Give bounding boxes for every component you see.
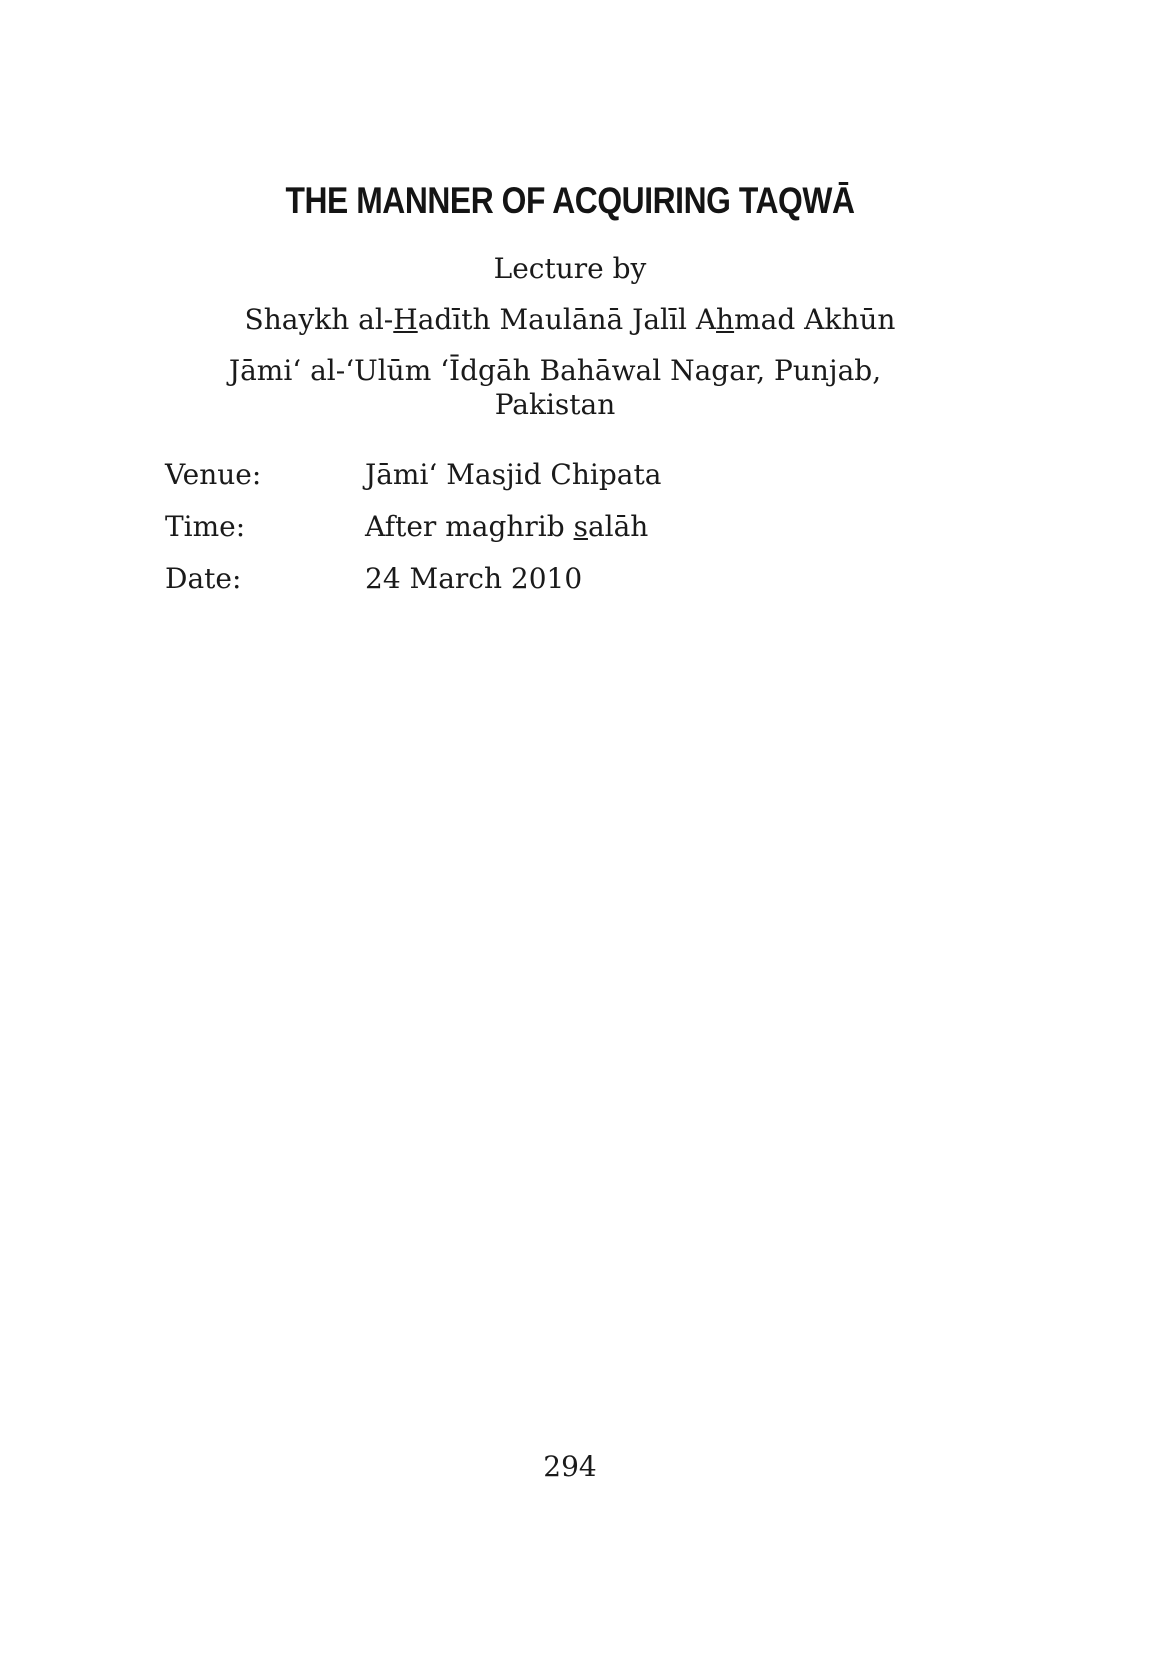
venue-label: Venue:: [165, 458, 262, 491]
speaker-name-underlined-letter: H: [393, 303, 418, 336]
speaker-name: [0, 303, 1140, 337]
speaker-name-prefix: Shaykh al-: [244, 303, 394, 336]
time-value-suffix: alāh: [587, 510, 649, 543]
speaker-name-suffix: mad Akhūn: [734, 303, 896, 336]
date-label: Date:: [165, 562, 242, 595]
lecture-by-label: Lecture by: [493, 252, 647, 285]
date-value: 24 March 2010: [365, 562, 583, 595]
time-value: [365, 510, 648, 544]
time-value-underlined-letter: s: [573, 510, 588, 543]
document-title: THE MANNER OF ACQUIRING TAQWĀ: [285, 180, 855, 221]
speaker-name-middle: adīth Maulānā Jalīl A: [417, 303, 717, 336]
institution-name: Jāmi‘ al-‘Ulūm ‘Īdgāh Bahāwal Nagar, Punjab, Pakistan: [228, 354, 882, 421]
venue-value: Jāmi‘ Masjid Chipata: [365, 458, 662, 491]
speaker-name-underlined-letter: h: [716, 303, 735, 336]
time-value-prefix: After maghrib: [365, 510, 574, 543]
page-number: 294: [543, 1450, 597, 1483]
time-label: Time:: [165, 510, 246, 543]
